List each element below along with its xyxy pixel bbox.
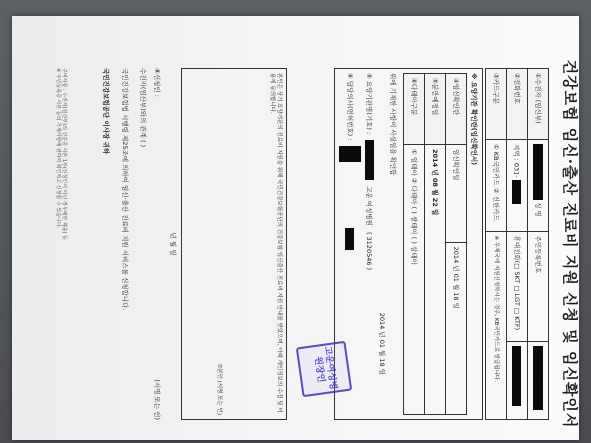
multiple-opt-3: ( ) 쌍태아: [409, 206, 418, 235]
multiple-opt-4: ( ) 삼태아: [409, 236, 418, 265]
sign-paren: (서명 또는 인): [216, 380, 223, 415]
paper-sheet: [12, 16, 579, 440]
card-options: [486, 140, 507, 232]
law-note: 국민건강보험법 시행령 제25조에 의하여 임신·출산 진료비 지원 서비스를 신청합니다.: [120, 68, 129, 311]
mobile-label: 휴대전화(□ SKT □ LGT □ KTF): [507, 231, 528, 342]
name-cell: [528, 140, 549, 232]
rrn-label: 주민등록번호: [528, 231, 549, 342]
terms-text: 본인은 상기 요양기관의 진료비 지원을 위해 국민건강보험공단의 건강보험 임신출산 진료비 지원 안내를 받았으며, 아래 개인정보의 수집 및 이용에 동의합니다.: [269, 73, 282, 413]
rrn-cell: [528, 342, 549, 420]
footer: [55, 68, 68, 420]
hospital-code: ( 3120546 ): [365, 231, 374, 271]
redacted-mobile: [513, 346, 522, 406]
redacted-phone: [513, 180, 522, 204]
confirm-label: ④임신확인란: [445, 74, 466, 145]
hospital-seal-stamp: [296, 341, 352, 397]
due-date: 2014 년 08 월 22 일: [424, 145, 445, 415]
applicant-paren: (서명 또는 인): [152, 379, 161, 420]
date-line: 년 월 일: [169, 232, 177, 256]
multiple-opt-1: ① 일태아: [409, 149, 418, 176]
confirm-header: ※ 요양기관 확인란(임신확인서): [470, 73, 478, 166]
applicant-name-label: ⑧신청인 :: [152, 68, 161, 97]
region-text: 지역 : 031-: [513, 144, 521, 178]
stamp-text: 고운여성병원장인: [312, 345, 339, 391]
addressee: 국민건강보험공단 이사장 귀하: [102, 68, 111, 155]
card-note: ※ 우체국에 지원신청하시는 경우, KB국민카드로 발급됩니다.: [486, 231, 507, 419]
form-title: 건강보험 임신·출산 진료비 지원 신청 및 임신확인서: [561, 59, 579, 429]
applicant-table: [485, 68, 549, 420]
card-label: ③카드구분: [486, 69, 507, 140]
redacted-license: [345, 228, 354, 250]
redacted-hospital: [365, 140, 374, 180]
statement: 위에 기재한 사항이 사실임을 확인함: [388, 73, 397, 176]
due-date-label: ⑤분만예정일: [424, 74, 445, 145]
doctor-label: ⑥ 담당의사(면허번호) :: [345, 73, 354, 141]
applicant-section: [102, 68, 177, 420]
multiple-label: ⑥다태아구분: [403, 74, 424, 145]
confirm-table: [403, 73, 467, 415]
rotated-form: [27, 44, 587, 443]
footer-line-2: ※ 주민등록증 사본 등의 기재사항에 관하여 확인하고 신청할 수 있습니다.: [54, 68, 61, 229]
terms-section: [181, 68, 287, 420]
redacted-rrn: [533, 346, 543, 410]
hospital-name: 고운 여성병원: [365, 186, 374, 226]
card-option-2: ② 신한카드: [492, 187, 501, 221]
card-option-1: ① KB국민카드: [492, 144, 501, 186]
multiple-opt-2: ② 다태아: [409, 177, 418, 205]
pregnancy-date: 2014 년 01 월 18 일: [445, 242, 466, 414]
name-label: 성 명: [534, 202, 542, 217]
region-cell: [507, 140, 528, 232]
redacted-name: [533, 144, 543, 200]
footer-line-1: 구비서류 : 수진자(임신부)의 신분증 사본 1부(신청인이 아닌 경우에만 제출) 등: [61, 68, 67, 240]
statement-date: 2014 년 01 월 18 일: [377, 312, 386, 375]
redacted-doctor: [339, 146, 361, 162]
mobile-cell: [507, 342, 528, 420]
multiple-options: [403, 145, 424, 415]
hospital-label: ⑤ 요양기관명(기호) :: [365, 73, 374, 135]
phone-label: ②전화번호: [507, 69, 528, 140]
hospital-row: [365, 73, 374, 415]
applicant-relation: 수진자(임산부)와의 관계 ( ): [138, 68, 147, 148]
sign-label: ⑦본인: [216, 363, 223, 379]
applicant-label: ①수진자 (임신부): [528, 69, 549, 140]
pregnancy-date-label: 임신확인일: [445, 145, 466, 243]
confirm-section: [334, 68, 483, 420]
